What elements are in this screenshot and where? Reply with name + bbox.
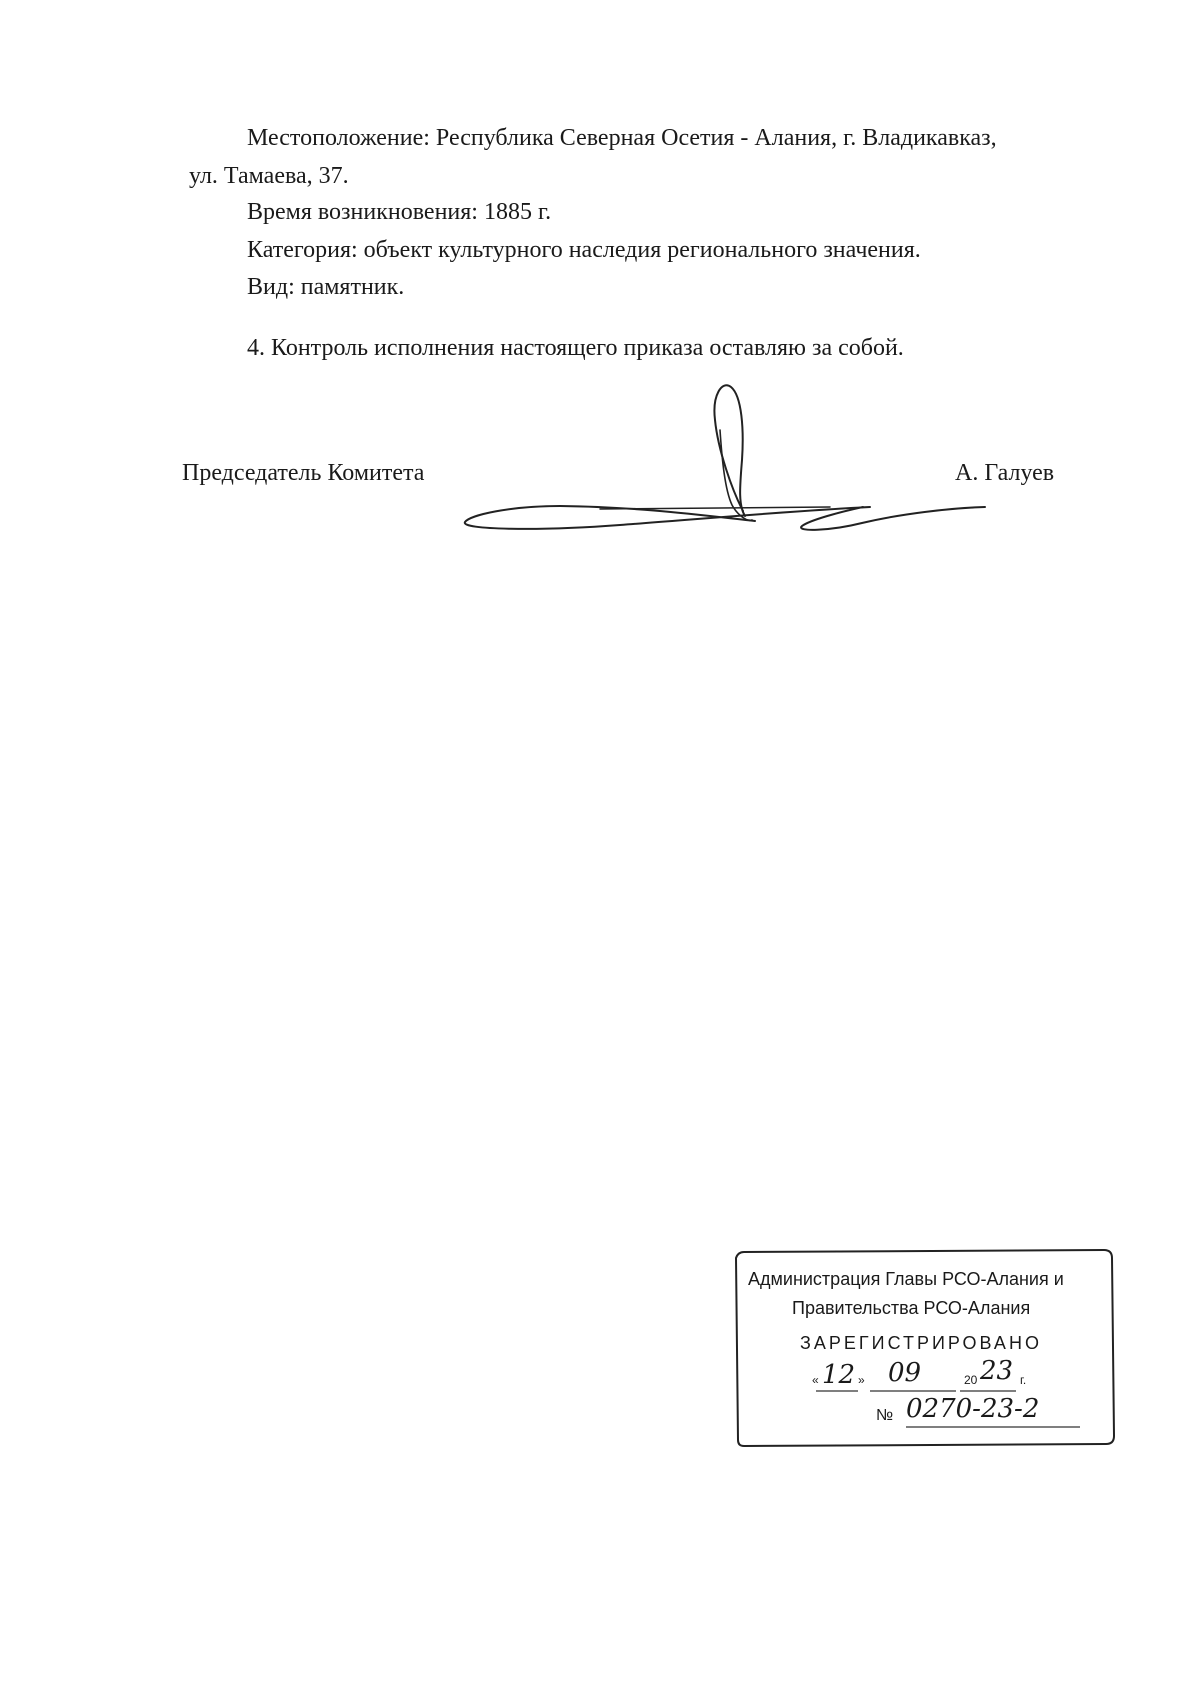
stamp-close-quote: » (858, 1373, 865, 1387)
signatory-position: Председатель Комитета (182, 460, 425, 486)
category: Категория: объект культурного наследия регионального значения. (247, 237, 921, 263)
stamp-org-line-2: Правительства РСО-Алания (792, 1298, 1031, 1318)
stamp-number-label: № (876, 1407, 894, 1424)
stamp-open-quote: « (812, 1373, 819, 1387)
location-line-2: ул. Тамаева, 37. (189, 163, 349, 189)
stamp-month: 09 (888, 1358, 922, 1388)
stamp-year-prefix: 20 (964, 1373, 978, 1387)
stamp-status: ЗАРЕГИСТРИРОВАНО (800, 1333, 1042, 1353)
stamp-year-suffix: 23 (980, 1356, 1014, 1386)
item-4-control: 4. Контроль исполнения настоящего приказа оставляю за собой. (247, 335, 904, 361)
heritage-type: Вид: памятник. (247, 274, 405, 300)
registration-stamp (730, 1248, 1116, 1454)
stamp-day: 12 (822, 1360, 856, 1390)
stamp-year-unit: г. (1020, 1373, 1027, 1387)
location-line-1: Местоположение: Республика Северная Осетия - Алания, г. Владикавказ, (247, 125, 997, 151)
handwritten-signature (0, 0, 1200, 560)
stamp-org-line-1: Администрация Главы РСО-Алания и (748, 1269, 1064, 1289)
time-of-origin: Время возникновения: 1885 г. (247, 199, 552, 225)
stamp-number: 0270-23-2 (906, 1394, 1040, 1424)
signatory-name: А. Галуев (955, 460, 1055, 486)
